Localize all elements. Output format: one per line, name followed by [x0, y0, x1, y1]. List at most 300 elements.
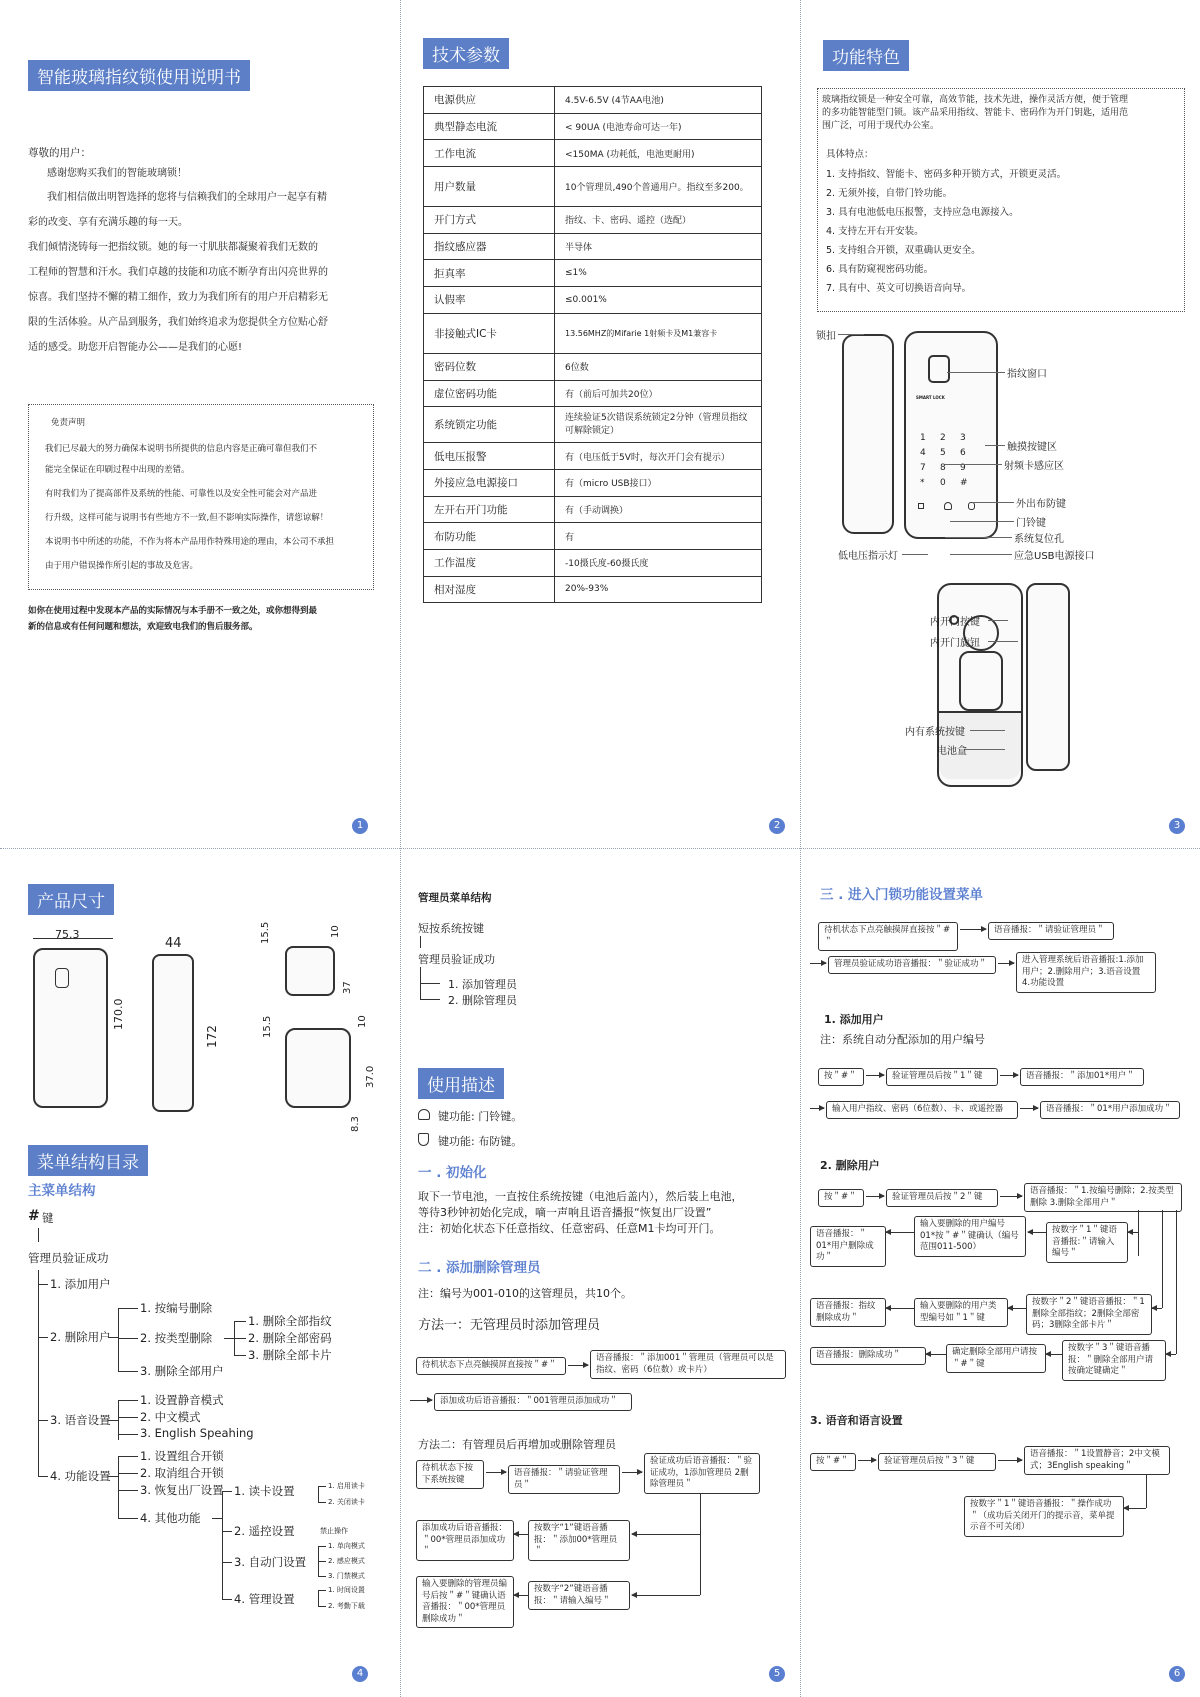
- section-add-user: 1. 添加用户: [824, 1013, 884, 1026]
- menu-auto-door: 3. 自动门设置: [234, 1555, 307, 1569]
- tree-branch: [420, 999, 440, 1000]
- tree-branch: [118, 1400, 138, 1401]
- add-admin: 1. 添加管理员: [448, 978, 517, 991]
- menu-other: 4. 其他功能: [140, 1511, 201, 1525]
- leader-line: [988, 620, 1008, 621]
- menu-card-off: 2. 关闭读卡: [328, 1498, 365, 1506]
- flow-arrow: [568, 1365, 588, 1366]
- flow-line: [1176, 1210, 1177, 1354]
- flow-arrow: [622, 1472, 642, 1473]
- menu-func: 4. 功能设置: [50, 1469, 111, 1483]
- usage-title: 使用描述: [418, 1068, 504, 1099]
- flow-arrow: [998, 1460, 1022, 1461]
- table-row: [424, 140, 762, 167]
- tree-branch: [118, 1456, 138, 1457]
- feature-item: 1. 支持指纹、智能卡、密码多种开锁方式，开锁更灵活。: [826, 169, 1067, 180]
- intro-line: 限的生活体验。从产品到服务，我们始终追求为您提供全方位贴心舒: [28, 317, 328, 328]
- flow-box: 待机状态下点亮触摸屏直接按＂#＂: [818, 922, 958, 951]
- feature-item: 4. 支持左开右开安装。: [826, 226, 924, 237]
- tree-branch: [118, 1371, 138, 1372]
- disclaimer-title: 免责声明: [51, 418, 86, 428]
- menu-factory: 3. 恢复出厂设置: [140, 1483, 224, 1497]
- flow-box: 语音播报：删除成功＂: [810, 1347, 926, 1365]
- feature-item: 2. 无须外接，自带门铃功能。: [826, 188, 953, 199]
- menu-remote: 2. 遥控设置: [234, 1524, 295, 1538]
- menu-card-set: 1. 读卡设置: [234, 1484, 295, 1498]
- leader-line: [947, 372, 1005, 373]
- menu-del-all-user: 3. 删除全部用户: [140, 1364, 224, 1378]
- panel-3: [800, 0, 1200, 848]
- disclaimer-box: [28, 404, 374, 590]
- tree-branch: [224, 1338, 234, 1339]
- tree-branch: [318, 1606, 326, 1607]
- menu-remote-off: 禁止操作: [320, 1527, 348, 1535]
- flow-box: 语音播报：＂01*用户删除成功＂: [810, 1226, 886, 1267]
- short-press: 短按系统按键: [418, 922, 484, 935]
- leader-line: [945, 464, 1002, 465]
- flow-box: 语音播报：＂请验证管理员＂: [988, 922, 1114, 940]
- intro-line: 工程师的智慧和汗水。我们卓越的技能和功底不断孕育出闪亮世界的: [28, 267, 328, 278]
- bell-icon: [944, 502, 952, 510]
- flow-box: 验证管理员后按＂2＂键: [886, 1189, 998, 1207]
- spec-value: 半导体: [555, 233, 762, 260]
- spec-key: 相对湿度: [424, 576, 555, 603]
- spec-value: < 90UA (电池寿命可达一年): [555, 113, 762, 140]
- feature-item: 6. 具有防窥视密码功能。: [826, 264, 934, 275]
- menu-voice: 3. 语音设置: [50, 1413, 111, 1427]
- tree-branch: [118, 1518, 138, 1519]
- flow-box: 确定删除全部用户请按＂#＂键: [946, 1344, 1046, 1373]
- page-number: 5: [769, 1666, 785, 1682]
- flow-box: 待机状态下点亮触摸屏直接按＂#＂: [416, 1357, 566, 1375]
- flow-arrow: [1020, 1108, 1038, 1109]
- spec-value: 指纹、卡、密码、遥控（选配）: [555, 207, 762, 234]
- label-low-voltage-led: 低电压指示灯: [838, 551, 898, 562]
- menu-title: 菜单结构目录: [28, 1145, 148, 1176]
- label-touch-keys: 触摸按键区: [1007, 442, 1057, 453]
- page-number: 6: [1169, 1666, 1185, 1682]
- flow-box: 按数字＂2＂键语音播报：＂1删除全部指纹；2删除全部密码；3删除全部卡片＂: [1026, 1294, 1152, 1335]
- dim-depth: 44: [165, 936, 182, 951]
- flow-arrow: [886, 1232, 914, 1233]
- table-row: [424, 407, 762, 443]
- disclaimer-line: 本说明书中所述的功能，不作为将本产品用作特殊用途的理由，本公司不承担: [45, 537, 335, 547]
- intro-line: 我们相信做出明智选择的您将与信赖我们的全球用户一起享有精: [47, 192, 327, 203]
- label-inner-knob: 内开门旋钮: [930, 638, 980, 649]
- flow-box: 验证管理员后按＂1＂键: [886, 1068, 998, 1086]
- flow-box: 语音播报：＂添加001＂管理员（管理员可以是指纹、密码（6位数）或卡片）: [590, 1350, 786, 1379]
- spec-key: 非接触式IC卡: [424, 313, 555, 353]
- spec-value: 13.56MHZ的Mifarie 1射频卡及M1兼容卡: [555, 313, 762, 353]
- flow-arrow: [1000, 1075, 1018, 1076]
- leader-line: [902, 554, 928, 555]
- flow-arrow: [866, 1075, 884, 1076]
- manual-title: 智能玻璃指纹锁使用说明书: [28, 60, 250, 91]
- label-rf-area: 射频卡感应区: [1004, 461, 1064, 472]
- bell-desc: 键功能: 门铃键。: [438, 1110, 523, 1123]
- flow-box: 验证管理员后按＂3＂键: [878, 1453, 996, 1471]
- spec-key: 用户数量: [424, 167, 555, 207]
- knob-plate-shape: [959, 651, 1003, 711]
- spec-key: 系统锁定功能: [424, 407, 555, 443]
- flow-line: [700, 1563, 701, 1595]
- disclaimer-line: 我们已尽最大的努力确保本说明书所提供的信息内容是正确可靠但我们不: [45, 444, 318, 454]
- flow-arrow: [886, 1308, 914, 1309]
- flow-arrow: [1128, 1232, 1138, 1233]
- flow-arrow: [410, 1400, 432, 1401]
- arm-desc: 键功能: 布防键。: [438, 1135, 523, 1148]
- menu-attend: 2. 考勤下载: [328, 1602, 365, 1610]
- intro-line: 惊喜。我们坚持不懈的精工细作，致力为我们所有的用户开启精彩无: [28, 292, 328, 303]
- menu-cn: 2. 中文模式: [140, 1410, 201, 1424]
- flow-box: 按数字＂1＂键语音播报:＂请输入编号＂: [1046, 1222, 1128, 1263]
- menu-mute: 1. 设置静音模式: [140, 1393, 224, 1407]
- spec-value: 20%-93%: [555, 576, 762, 603]
- table-row: [424, 87, 762, 114]
- intro-line: 玻璃指纹锁是一种安全可靠，高效节能，技术先进，操作灵活方便，便于管理: [822, 95, 1129, 105]
- tree-branch: [118, 1338, 138, 1339]
- leader-line: [950, 554, 1012, 555]
- flow-arrow: [926, 1354, 946, 1355]
- features-title: 功能特色: [823, 40, 909, 71]
- flow-line: [1138, 1210, 1139, 1256]
- menu-mgmt: 4. 管理设置: [234, 1592, 295, 1606]
- menu-del-by-type: 2. 按类型删除: [140, 1331, 213, 1345]
- leader-line: [838, 334, 864, 335]
- admin-note: 注：编号为001-010的这管理员，共10个。: [418, 1287, 632, 1300]
- flow-box: 按＂#＂: [810, 1453, 856, 1471]
- tree-branch: [222, 1562, 232, 1563]
- spec-value: 有: [555, 523, 762, 550]
- flow-arrow: [1152, 1308, 1162, 1309]
- panel-4: [0, 848, 400, 1696]
- panel-6: [800, 848, 1200, 1696]
- fingerprint-window-shape: [928, 355, 950, 383]
- tree-branch: [222, 1599, 232, 1600]
- menu-time-set: 1. 时间设置: [328, 1586, 365, 1594]
- spec-value: 有（电压低于5V时，每次开门会有提示）: [555, 443, 762, 470]
- spec-value: 有（前后可加共20位）: [555, 380, 762, 407]
- admin-ok: 管理员验证成功: [28, 1251, 109, 1265]
- dim-c: 37: [342, 981, 353, 994]
- tree-line: [38, 1228, 39, 1242]
- flow-box: 按数字＂3＂键语音播报：＂删除全部用户请按确定键确定＂: [1062, 1340, 1166, 1381]
- label-lock-buckle: 锁扣: [816, 331, 836, 342]
- leader-line: [972, 502, 1014, 503]
- flow-box: 验证成功后语音播报：＂验证成功，1添加管理员 2删除管理员＂: [644, 1453, 760, 1494]
- page-number: 3: [1169, 818, 1185, 834]
- flow-arrow: [1028, 1232, 1046, 1233]
- admin-menu-title: 管理员菜单结构: [418, 892, 492, 904]
- leader-line: [985, 445, 1005, 446]
- menu-combo-on: 1. 设置组合开锁: [140, 1449, 224, 1463]
- table-row: [424, 113, 762, 140]
- spec-table: [423, 86, 762, 603]
- dim-h: 8.3: [350, 1116, 361, 1132]
- flow-arrow: [514, 1534, 528, 1535]
- menu-sense: 2. 感应模式: [328, 1557, 365, 1565]
- flow-box: 语音播报：＂1设置静音；2中文模式；3English speaking＂: [1024, 1446, 1170, 1475]
- lock-buckle-shape: [842, 334, 894, 534]
- tree-trunk: [38, 1270, 39, 1476]
- tree-branch: [420, 983, 440, 984]
- label-battery-box: 电池盒: [937, 746, 967, 757]
- leader-line: [970, 730, 1005, 731]
- dims-title: 产品尺寸: [28, 884, 114, 915]
- del-admin: 2. 删除管理员: [448, 994, 517, 1007]
- leader-line: [965, 749, 1005, 750]
- dim-height-1: 170.0: [112, 998, 125, 1030]
- tree-branch: [118, 1308, 138, 1309]
- flow-box: 语音播报：＂1.按编号删除；2.按类型删除 3.删除全部用户＂: [1024, 1183, 1182, 1212]
- front-outline: [33, 948, 108, 1108]
- brand-logo: SMART LOCK: [916, 395, 945, 400]
- label-doorbell: 门铃键: [1016, 518, 1046, 529]
- tree-branch: [222, 1491, 232, 1492]
- dim-line: [33, 938, 113, 939]
- flow-arrow: [810, 1108, 824, 1109]
- flow-box: 输入要删除的用户编号01*按＂#＂键确认（编号范围011-500）: [914, 1216, 1026, 1257]
- panel-1: [0, 0, 400, 848]
- tree-branch: [222, 1531, 232, 1532]
- menu-add-user: 1. 添加用户: [50, 1277, 111, 1291]
- tree-branch: [318, 1546, 326, 1547]
- table-row: [424, 233, 762, 260]
- thanks-line: 感谢您购买我们的智能玻璃锁！: [47, 168, 187, 179]
- spec-value: 10个管理员,490个普通用户。指纹至多200。: [555, 167, 762, 207]
- tree-branch: [318, 1502, 326, 1503]
- lock-body-shape: [904, 331, 998, 539]
- flow-box: 按数字“2”键语音播报：＂请输入编号＂: [528, 1581, 630, 1610]
- dim-height-2: 172: [205, 1025, 219, 1048]
- intro-line: 彩的改变、享有充满乐趣的每一天。: [28, 217, 188, 228]
- leader-line: [945, 537, 1012, 538]
- table-row: [424, 469, 762, 496]
- keypad: 1 2 3 4 5 6 7 8 9 * 0 #: [920, 433, 968, 488]
- menu-gate: 3. 门禁模式: [328, 1572, 365, 1580]
- menu-del-all-card: 3. 删除全部卡片: [248, 1348, 332, 1362]
- init-line: 等待3秒钟初始化完成，嘀一声响且语音播报“恢复出厂设置”: [418, 1206, 712, 1219]
- page-number: 1: [352, 818, 368, 834]
- menu-del-all-fp: 1. 删除全部指纹: [248, 1314, 332, 1328]
- tree-line: [118, 1308, 119, 1371]
- dim-e: 15.5: [262, 1015, 273, 1038]
- hash-key: #: [28, 1208, 40, 1224]
- flow-arrow: [1008, 1308, 1026, 1309]
- flow-box: 待机状态下按下系统按键: [416, 1460, 484, 1489]
- panel-2: [400, 0, 800, 848]
- feature-item: 3. 具有电池低电压报警，支持应急电源接入。: [826, 207, 1019, 218]
- flow-arrow: [960, 929, 986, 930]
- spec-key: 认假率: [424, 287, 555, 314]
- label-arm-key: 外出布防键: [1016, 499, 1066, 510]
- label-inner-open-btn: 内开门按键: [930, 617, 980, 628]
- table-row: [424, 523, 762, 550]
- dim-b: 10: [330, 925, 341, 938]
- flow-box: 语音播报：＂添加01*用户＂: [1020, 1068, 1144, 1086]
- tree-branch: [234, 1321, 246, 1322]
- tree-branch: [212, 1518, 222, 1519]
- spec-key: 密码位数: [424, 353, 555, 380]
- table-row: [424, 167, 762, 207]
- flow-box: 输入要删除的管理员编号后按＂#＂键确认语音播报：＂00*管理员删除成功＂: [416, 1576, 514, 1628]
- leader-line: [950, 521, 1014, 522]
- intro-line: 我们倾情浇铸每一把指纹锁。她的每一寸肌肤都凝聚着我们无数的: [28, 242, 318, 253]
- spec-key: 布防功能: [424, 523, 555, 550]
- flow-arrow: [486, 1472, 506, 1473]
- spec-value: ≤0.001%: [555, 287, 762, 314]
- spec-value: <150MA (功耗低，电池更耐用): [555, 140, 762, 167]
- flow-box: 进入管理系统后语音播报:1.添加用户；2.删除用户；3.语音设置 4.功能设置: [1016, 952, 1156, 993]
- tree-branch: [38, 1337, 48, 1338]
- tree-branch: [234, 1355, 246, 1356]
- page-number: 4: [352, 1666, 368, 1682]
- feature-item: 7. 具有中、英文可切换语音向导。: [826, 283, 972, 294]
- flow-arrow: [632, 1595, 700, 1596]
- section-del-user: 2. 删除用户: [820, 1159, 880, 1172]
- flow-box: 添加成功后语音播报：＂00*管理员添加成功＂: [416, 1520, 514, 1561]
- features-subtitle: 具体特点：: [826, 149, 874, 160]
- init-line: 注：初始化状态下任意指纹、任意密码、任意M1卡均可开门。: [418, 1222, 721, 1235]
- intro-line: 适的感受。助您开启智能办公——是我们的心愿!: [28, 342, 243, 353]
- spec-value: ≤1%: [555, 260, 762, 287]
- tree-branch: [38, 1420, 48, 1421]
- clamp-top-outline: [285, 946, 335, 996]
- flow-line: [1146, 1474, 1147, 1508]
- tree-branch: [118, 1473, 138, 1474]
- flow-box: 按数字“1”键语音播报：＂添加00*管理员＂: [528, 1520, 630, 1561]
- flow-box: 按数字＂1＂键语音播报：＂操作成功＂（成功后关闭开门的提示音，菜单提示音不可关闭）: [964, 1496, 1124, 1537]
- table-row: [424, 443, 762, 470]
- admin-title: 二 . 添加删除管理员: [418, 1260, 541, 1276]
- flow-box: 输入用户指纹、密码（6位数）、卡、或遥控器: [826, 1101, 1018, 1119]
- spec-key: 拒真率: [424, 260, 555, 287]
- settings-title: 三 . 进入门锁功能设置菜单: [820, 887, 984, 903]
- shield-icon: [968, 502, 975, 510]
- table-row: [424, 260, 762, 287]
- tree-line: [118, 1456, 119, 1518]
- method-2: 方法二：有管理员后再增加或删除管理员: [418, 1438, 616, 1451]
- add-user-note: 注：系统自动分配添加的用户编号: [820, 1033, 985, 1046]
- menu-en: 3. English Speahing: [140, 1426, 254, 1440]
- footer-line: 如你在使用过程中发现本产品的实际情况与本手册不一致之处，或你想得到最: [28, 606, 318, 616]
- flow-box: 按＂#＂: [818, 1068, 864, 1086]
- footer-line: 新的信息或有任何问题和想法，欢迎致电我们的售后服务部。: [28, 622, 258, 632]
- label-reset-hole: 系统复位孔: [1014, 534, 1064, 545]
- tree-branch: [318, 1486, 326, 1487]
- tree-branch: [318, 1561, 326, 1562]
- menu-card-on: 1. 启用读卡: [328, 1482, 365, 1490]
- tech-title: 技术参数: [423, 38, 509, 69]
- menu-del-all-pw: 2. 删除全部密码: [248, 1331, 332, 1345]
- disclaimer-line: 能完全保证在印刷过程中出现的差错。: [45, 465, 190, 475]
- disclaimer-line: 由于用户错误操作所引起的事故及危害。: [45, 561, 199, 571]
- key-word: 键: [42, 1211, 54, 1225]
- spec-key: 外接应急电源接口: [424, 469, 555, 496]
- dim-f: 10: [357, 1015, 368, 1028]
- flow-arrow: [1166, 1354, 1176, 1355]
- tree-branch: [318, 1576, 326, 1577]
- spec-value: 6位数: [555, 353, 762, 380]
- shield-icon: [418, 1133, 429, 1146]
- flow-arrow: [810, 963, 826, 964]
- spec-key: 指纹感应器: [424, 233, 555, 260]
- dim-width: 75.3: [55, 928, 80, 941]
- disclaimer-line: 行升级，这样可能与说明书有些地方不一致,但不影响实际操作，请您谅解！: [45, 513, 329, 523]
- label-inner-sys-key: 内有系统按键: [905, 727, 965, 738]
- flow-arrow: [632, 1534, 700, 1535]
- admin-ok: 管理员验证成功: [418, 953, 495, 966]
- flow-box: 语音播报：指纹删除成功＂: [810, 1298, 886, 1327]
- table-row: [424, 207, 762, 234]
- tree-branch: [108, 1420, 118, 1421]
- tree-line: [318, 1590, 319, 1606]
- intro-line: 围广泛，可用于现代办公室。: [822, 121, 940, 131]
- label-usb-port: 应急USB电源接口: [1014, 551, 1095, 562]
- panel-5: [400, 848, 800, 1696]
- main-menu-title: 主菜单结构: [28, 1183, 96, 1199]
- tree-line: [420, 936, 421, 948]
- flow-box: 语音播报：＂请验证管理员＂: [508, 1465, 620, 1494]
- tree-branch: [118, 1490, 138, 1491]
- spec-key: 低电压报警: [424, 443, 555, 470]
- table-row: [424, 576, 762, 603]
- tree-branch: [118, 1417, 138, 1418]
- spec-key: 工作温度: [424, 549, 555, 576]
- flow-arrow: [866, 1196, 884, 1197]
- flow-box: 输入要删除的用户类型编号如＂1＂键: [914, 1298, 1008, 1327]
- led-icon: [918, 503, 924, 509]
- flow-box: 管理员验证成功语音播报：＂验证成功＂: [828, 956, 996, 974]
- menu-combo-off: 2. 取消组合开锁: [140, 1466, 224, 1480]
- method-1: 方法一：无管理员时添加管理员: [418, 1318, 601, 1333]
- flow-arrow: [858, 1460, 876, 1461]
- flow-arrow: [998, 963, 1014, 964]
- tree-branch: [108, 1337, 118, 1338]
- flow-arrow: [1124, 1508, 1146, 1509]
- flow-arrow: [514, 1595, 528, 1596]
- init-line: 取下一节电池，一直按住系统按键（电池后盖内），然后装上电池，: [418, 1190, 743, 1203]
- flow-box: 添加成功后语音播报：＂001管理员添加成功＂: [434, 1393, 632, 1411]
- flow-arrow: [1046, 1354, 1062, 1355]
- tree-branch: [318, 1590, 326, 1591]
- tree-line: [318, 1486, 319, 1502]
- menu-single: 1. 单向模式: [328, 1542, 365, 1550]
- table-row: [424, 496, 762, 523]
- menu-del-by-num: 1. 按编号删除: [140, 1301, 213, 1315]
- disclaimer-line: 有时我们为了提高部件及系统的性能、可靠性以及安全性可能会对产品进: [45, 489, 318, 499]
- tree-branch: [118, 1434, 138, 1435]
- fp-shape: [55, 968, 69, 988]
- spec-value: 连续验证5次错误系统锁定2分钟（管理员指纹可解除锁定）: [555, 407, 762, 443]
- intro-line: 的多功能智能型门锁。该产品采用指纹、智能卡、密码作为开门钥匙，适用范: [822, 108, 1129, 118]
- table-row: [424, 313, 762, 353]
- label-fp-window: 指纹窗口: [1007, 369, 1047, 380]
- spec-key: 工作电流: [424, 140, 555, 167]
- greeting: 尊敬的用户：: [28, 147, 91, 159]
- spec-value: 有（手动调换）: [555, 496, 762, 523]
- table-row: [424, 380, 762, 407]
- bell-icon: [418, 1109, 430, 1120]
- flow-line: [1162, 1210, 1163, 1308]
- table-row: [424, 549, 762, 576]
- init-title: 一 . 初始化: [418, 1165, 487, 1181]
- spec-key: 左开右开门功能: [424, 496, 555, 523]
- flow-line: [700, 1493, 701, 1563]
- flow-box: 语音播报：＂01*用户添加成功＂: [1040, 1101, 1180, 1119]
- spec-key: 开门方式: [424, 207, 555, 234]
- clamp-bottom-outline: [285, 1028, 351, 1108]
